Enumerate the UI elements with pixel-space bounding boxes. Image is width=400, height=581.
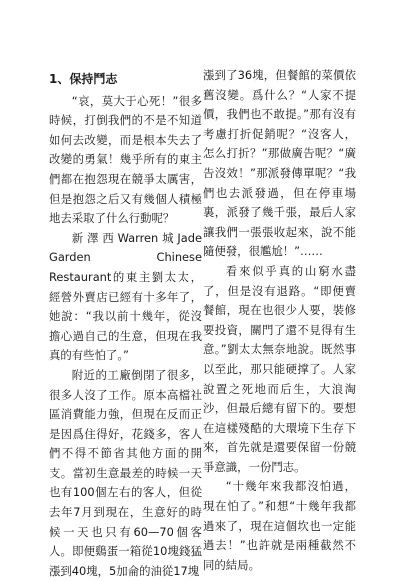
left-column: [49, 70, 202, 581]
paragraph-3-continued: 漲到了36塊，但餐館的菜價依舊沒變。爲什么？“人家不提價，我們也不敢提。”那有沒有考慮打折促銷呢？“沒客人，怎么打折？”那做廣告呢？“廣告沒效！”那派發傳單呢？“我們也去派發過，但在停車場裏，派發了幾千張，最后人家讓我們一張張收起來，說不能隨便發，很尷尬！”……: [203, 68, 356, 259]
paragraph-4: 看來似乎真的山窮水盡了，但是沒有退路。“即便賣餐館，現在也很少人要，裝修要投資，關門了還不見得有生意。”劉太太無奈地說。既然事以至此，那只能硬撑了。人家說置之死地而后生，大浪淘沙，但最后總有留下的。要想在這樣殘酷的大環境下生存下來，首先就是還要保留一份競爭意識，一份鬥志。: [203, 263, 356, 474]
paragraph-3: 附近的工廠倒閉了很多，很多人沒了工作。原本高檔社區消費能力強，但現在反而正是因爲住得好，花錢多，客人們不得不節省其他方面的開支。當初生意最差的時候一天也有100個左右的客人，但從去年7月到現在，生意好的時候一天也只有60—70個客人。即便鷄蛋一箱從10塊錢猛漲到40塊，5加侖的油從17塊: [49, 367, 202, 578]
paragraph-1: “哀，莫大于心死！”很多時候，打倒我們的不是不知道如何去改變，而是根本失去了改變的勇氣！幾乎所有的東主們都在抱怨現在競爭太厲害，但是抱怨之后又有幾個人積極地去采取了什么行動呢？: [49, 93, 202, 226]
paragraph-5: “十幾年來我都沒怕過，現在怕了。”和想“十幾年我都過來了，現在這個坎也一定能過去！”也許就是兩種截然不同的結局。: [203, 479, 356, 572]
right-column: [203, 66, 356, 575]
section-heading: 1、保持鬥志: [49, 72, 118, 86]
paragraph-2: 新澤西Warren城Jade Garden Chinese Restaurant的東主劉太太，經營外賣店已經有十多年了，她說：“我以前十幾年，從沒擔心過自己的生意，但現在我真的有些怕了。”: [49, 230, 202, 363]
